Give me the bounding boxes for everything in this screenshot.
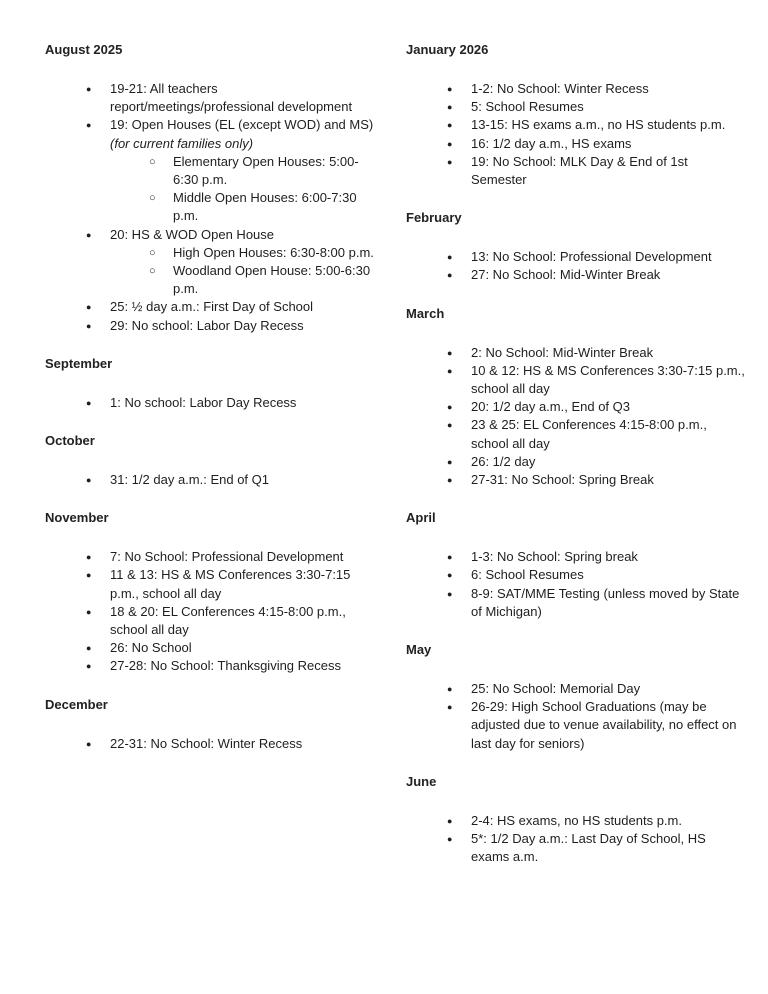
event-item [406,116,746,134]
event-text: 6: School Resumes [471,567,584,583]
event-item [45,548,375,566]
event-item [406,548,746,566]
month-section [406,41,746,189]
event-list [45,735,375,753]
event-text: 20: 1/2 day a.m., End of Q3 [471,399,630,415]
event-item [406,453,746,471]
event-list [406,248,746,284]
month-section [406,509,746,621]
sub-event-item [45,189,375,225]
month-heading: January 2026 [406,42,489,57]
event-text: 26: No School [110,640,192,656]
event-text: 5*: 1/2 Day a.m.: Last Day of School, HS exams a.m. [471,831,706,865]
sub-event-item [45,244,375,262]
event-item [45,298,375,316]
event-item [45,394,375,412]
left-column [45,41,375,773]
sub-event-item [45,262,375,298]
event-text: 11 & 13: HS & MS Conferences 3:30-7:15 p.m., school all day [110,567,351,601]
event-text: 22-31: No School: Winter Recess [110,735,303,751]
month-heading: September [45,355,113,371]
event-text: 27: No School: Mid-Winter Break [471,267,661,283]
event-item [406,344,746,362]
event-text: 13-15: HS exams a.m., no HS students p.m. [471,117,726,133]
month-heading: April [406,510,436,526]
event-text: 31: 1/2 day a.m.: End of Q1 [110,472,269,488]
event-text: 23 & 25: EL Conferences 4:15-8:00 p.m., school all day [471,417,707,451]
event-text: 7: No School: Professional Development [110,549,344,565]
event-item [45,317,375,335]
month-heading: November [45,510,109,526]
month-section [406,641,746,753]
event-text: 26-29: High School Graduations (may be adjusted due to venue availability, no effect on last day for seniors) [471,699,737,751]
event-text: Middle Open Houses: 6:00-7:30 p.m. [173,190,357,224]
event-text: 8-9: SAT/MME Testing (unless moved by State of Michigan) [471,585,740,619]
event-text: Elementary Open Houses: 5:00-6:30 p.m. [173,153,359,188]
event-item [45,639,375,657]
event-item [406,680,746,698]
month-section [45,355,375,412]
event-list [406,680,746,753]
event-text: 18 & 20: EL Conferences 4:15-8:00 p.m., school all day [110,603,346,638]
month-heading: March [406,305,445,321]
event-item [45,735,375,753]
event-item [45,471,375,489]
event-text: 27-31: No School: Spring Break [471,472,654,488]
event-item [406,585,746,621]
month-section [406,209,746,284]
event-item [406,80,746,98]
event-text: 19-21: All teachers report/meetings/professional development [110,81,353,115]
event-list [406,548,746,621]
event-item [406,471,746,489]
month-section [45,509,375,675]
event-list [45,471,375,489]
month-heading: May [406,642,432,658]
month-heading: August 2025 [45,42,123,57]
event-text: 2-4: HS exams, no HS students p.m. [471,812,682,828]
event-text: 19: No School: MLK Day & End of 1st Semester [471,153,688,188]
event-item [406,416,746,452]
event-text: 2: No School: Mid-Winter Break [471,344,654,360]
event-item [406,153,746,189]
event-text: 25: ½ day a.m.: First Day of School [110,299,314,315]
month-heading: December [45,696,108,712]
event-list [406,344,746,490]
event-item [406,398,746,416]
month-section [45,432,375,489]
event-item [45,603,375,639]
event-text: 13: No School: Professional Development [471,249,712,265]
month-heading: June [406,773,437,789]
event-item [45,657,375,675]
event-item [45,566,375,602]
event-text: 1-2: No School: Winter Recess [471,81,649,96]
event-text: 20: HS & WOD Open House [110,226,275,242]
month-heading: February [406,210,462,226]
event-item [406,266,746,284]
event-text: 26: 1/2 day [471,453,536,469]
event-item [45,226,375,244]
event-item [406,98,746,116]
event-list [45,394,375,412]
event-text: 19: Open Houses (EL (except WOD) and MS) [110,117,374,133]
month-section [406,305,746,490]
month-section [45,696,375,753]
event-list [45,80,375,335]
event-item [406,812,746,830]
event-text: 10 & 12: HS & MS Conferences 3:30-7:15 p.m., school all day [471,362,745,397]
event-item [406,566,746,584]
event-text: Woodland Open House: 5:00-6:30 p.m. [173,263,371,297]
event-item [406,248,746,266]
event-item [406,362,746,398]
event-item [45,80,375,116]
event-list [406,80,746,189]
event-item [406,830,746,866]
event-text: 27-28: No School: Thanksgiving Recess [110,658,341,674]
event-text: 1-3: No School: Spring break [471,549,638,565]
event-item [45,116,375,152]
right-column [406,41,746,886]
event-text: 5: School Resumes [471,99,584,115]
event-note: (for current families only) [110,135,254,151]
event-text: 29: No school: Labor Day Recess [110,317,304,333]
event-text: 1: No school: Labor Day Recess [110,394,297,410]
event-item [406,135,746,153]
month-section [45,41,375,335]
event-text: High Open Houses: 6:30-8:00 p.m. [173,244,374,260]
event-list [406,812,746,867]
month-section [406,773,746,867]
event-item [406,698,746,753]
event-text: 25: No School: Memorial Day [471,681,641,697]
event-list [45,548,375,675]
event-text: 16: 1/2 day a.m., HS exams [471,135,632,151]
month-heading: October [45,433,95,449]
sub-event-item [45,153,375,189]
